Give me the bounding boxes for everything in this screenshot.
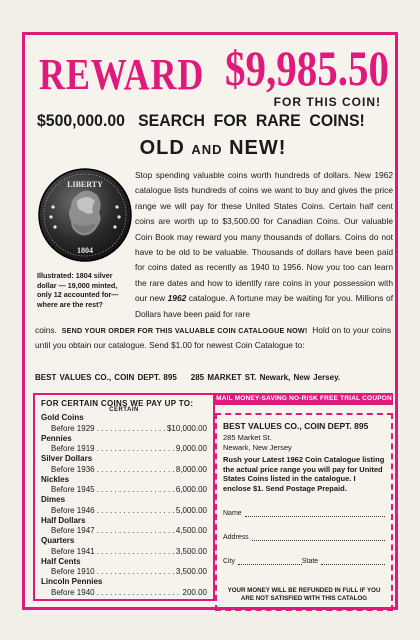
coupon-address-line: Newark, New Jersey [223, 442, 292, 452]
search-word: SEARCH [138, 111, 205, 130]
company-name: BEST VALUES CO., COIN DEPT. 895 [35, 373, 177, 382]
reward-amount: $9,985.50 [225, 40, 389, 96]
price-category: Pennies [41, 433, 72, 443]
headline [35, 39, 391, 99]
advertisement-frame [22, 32, 398, 610]
price-row [41, 546, 207, 557]
old-word: OLD [139, 137, 185, 159]
price-category: Half Dollars [41, 515, 86, 525]
price-item: Before 1936 . . . [51, 464, 174, 475]
name-field[interactable] [223, 507, 385, 517]
refund-guarantee: YOUR MONEY WILL BE REFUNDED IN FULL IF YOU ARE NOT SATISFIED WITH THIS CATALOG [227, 587, 381, 602]
search-headline [37, 111, 364, 131]
price-value: 8,000.00 [175, 464, 207, 474]
price-row [41, 566, 207, 577]
coupon-address [223, 433, 385, 452]
price-item: Before 1946 . . . [51, 505, 174, 516]
price-item: Before 1940 . . . [51, 587, 181, 598]
price-row [41, 525, 207, 536]
price-item: Before 1929 . . . [51, 423, 165, 434]
city-state-field[interactable] [223, 555, 385, 565]
price-category: Dimes [41, 495, 66, 504]
price-item: Before 1947 . . . [51, 525, 174, 536]
coin-caption: Illustrated: 1804 silver dollar — 19,000 minted, only 12 accounted for— where are the rest? [37, 271, 119, 309]
price-value: 5,000.00 [175, 505, 207, 515]
coupon-title: BEST VALUES CO., COIN DEPT. 895 [223, 421, 369, 431]
price-item: Before 1941 . . . [51, 546, 174, 557]
body-column-text [135, 168, 393, 322]
name-line[interactable] [245, 509, 385, 517]
body-full-start: coins. [35, 325, 57, 335]
search-word: COINS! [309, 111, 365, 130]
company-address [35, 373, 391, 382]
price-row [41, 587, 207, 598]
price-list-rows [41, 414, 207, 598]
address-line[interactable] [252, 533, 385, 541]
price-value: 3,500.00 [175, 567, 207, 576]
price-value: 3,500.00 [175, 546, 207, 556]
send-order-caps: SEND YOUR ORDER FOR THIS VALUABLE COIN CATALOGUE NOW! [61, 326, 308, 335]
state-label: State [301, 558, 319, 565]
price-value: $10,000.00 [166, 423, 207, 433]
old-and-new [25, 137, 401, 160]
price-category: Lincoln Pennies [41, 577, 103, 586]
city-line[interactable] [238, 557, 302, 565]
coupon-order-text: Rush your Latest 1962 Coin Catalogue listing the actual price range you will pay for United States Coins listed in the catalogue. I enclose $1. Send Postage Prepaid. [223, 455, 385, 493]
price-list-subtitle: CERTAIN [109, 407, 139, 413]
price-value: 200.00 [182, 587, 207, 597]
search-word: RARE [255, 111, 301, 130]
body-paragraph: Stop spending valuable coins worth hundreds of dollars. New 1962 catalogue lists hundreds of coins we want to buy and gives the price range we will pay for these United States Coins. Certain half cent coins are worth up to $3,500.00 for Canadian Coins. Our valuable Coin Book may reward you many thousands of dollars. Coins do not have to be old to be valuable. Thousands of dollars have been paid for coins dated as recently as 1940 to 1956. Now you too can learn the rare dates and how to identify rare coins in your possession with our new [135, 170, 393, 304]
name-label: Name [223, 510, 242, 517]
for-this-coin: FOR THIS COIN! [273, 95, 381, 109]
price-row [41, 423, 207, 434]
price-category: Gold Coins [41, 413, 84, 422]
price-category: Half Cents [41, 556, 81, 566]
coin-year: 1804 [77, 246, 93, 255]
price-value: 4,500.00 [175, 526, 207, 535]
price-category: Nickles [41, 474, 70, 484]
city-label: City [223, 558, 236, 565]
price-category: Quarters [41, 536, 75, 545]
coupon-banner: MAIL MONEY-SAVING NO-RISK FREE TRIAL COUPON NOW! [216, 395, 392, 414]
price-value: 6,000.00 [175, 485, 207, 494]
price-row [41, 484, 207, 495]
price-item: Before 1910 . . . [51, 566, 174, 577]
company-street: 285 MARKET ST. Newark, New Jersey. [190, 373, 341, 382]
new-word: NEW! [229, 137, 287, 159]
body-full-end: Hold on to your coins until you obtain our catalogue. Send $1.00 for newest Coin Catalogue to: [35, 325, 392, 351]
coupon-address-line: 285 Market St. [223, 433, 272, 442]
body-full-width-text [35, 323, 391, 354]
search-amount: $500,000.00 [37, 111, 125, 130]
coin-legend: LIBERTY [67, 180, 103, 189]
state-line[interactable] [321, 557, 385, 565]
body-paragraph-end: catalogue. A fortune may be waiting for you. Millions of Dollars have been paid for rare [135, 293, 394, 319]
reward-heading: REWARD [39, 50, 205, 99]
address-label: Address [223, 534, 249, 541]
order-coupon[interactable] [215, 413, 393, 611]
body-year: 1962 [167, 293, 187, 304]
price-category: Silver Dollars [41, 454, 93, 463]
price-item: Before 1919 . . . [51, 443, 174, 454]
price-item: Before 1945 . . . [51, 484, 174, 495]
price-row [41, 464, 207, 475]
address-field[interactable] [223, 531, 385, 541]
silver-dollar-coin-image [37, 167, 133, 263]
and-word: AND [191, 142, 223, 157]
price-list-title: FOR CERTAIN COINS WE PAY UP TO: [41, 399, 194, 408]
price-row [41, 443, 207, 454]
price-list-box [33, 393, 215, 601]
price-row [41, 505, 207, 516]
price-value: 9,000.00 [175, 444, 207, 453]
search-word: FOR [213, 111, 248, 130]
